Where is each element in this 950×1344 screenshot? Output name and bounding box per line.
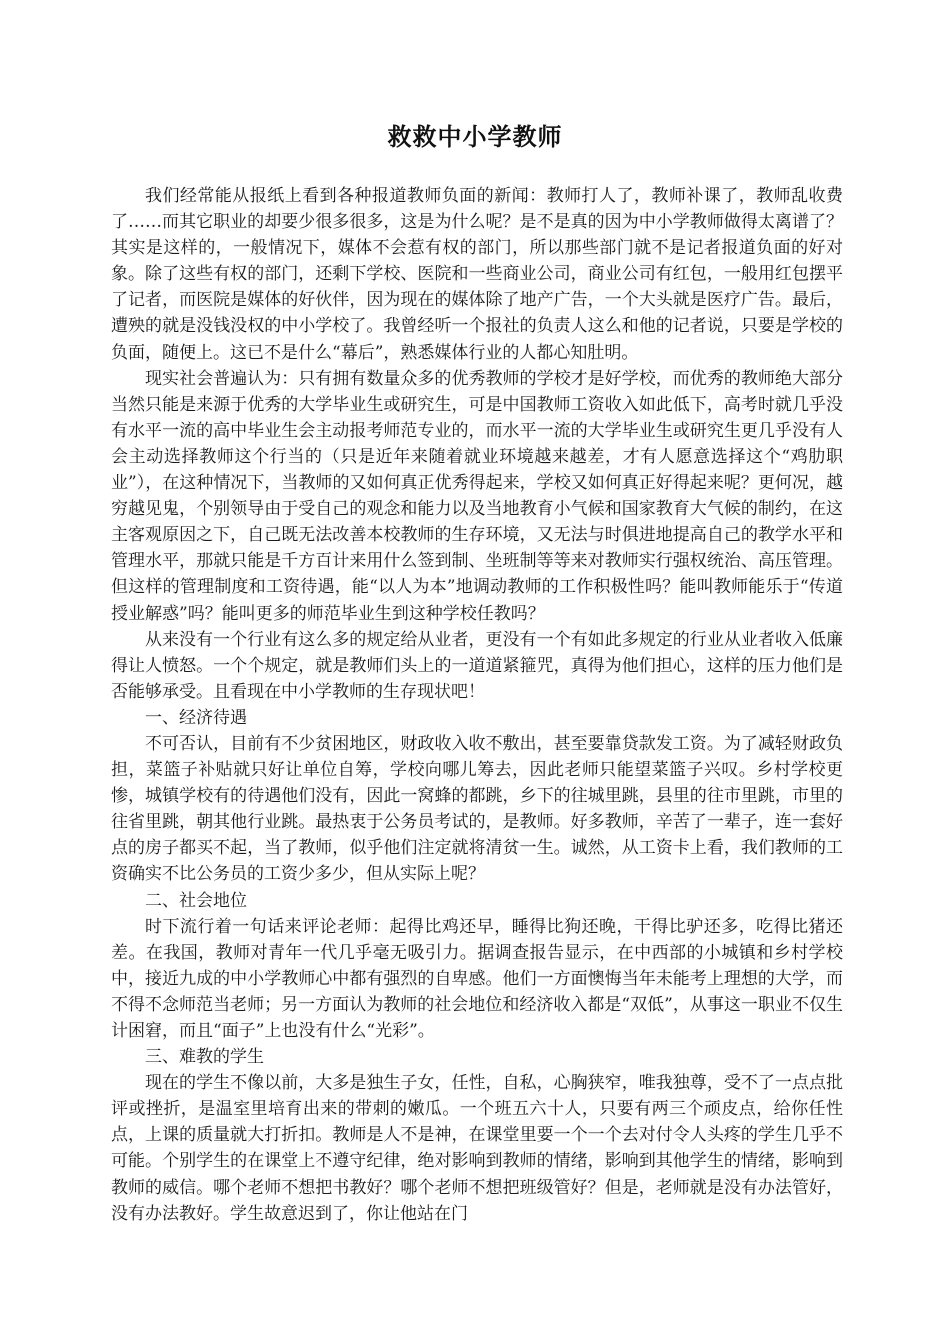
document-body bbox=[111, 183, 843, 1227]
paragraph-economic: 不可否认，目前有不少贫困地区，财政收入收不敷出，甚至要靠贷款发工资。为了减轻财政负担，菜篮子补贴就只好让单位自筹，学校向哪儿筹去，因此老师只能望菜篮子兴叹。乡村学校更惨，城镇学校有的待遇他们没有，因此一窝蜂的都跳，乡下的往城里跳，县里的往市里跳，市里的往省里跳，朝其他行业跳。最热衷于公务员考试的，是教师。好多教师，辛苦了一辈子，连一套好点的房子都买不起，当了教师，似乎他们注定就将清贫一生。诚然，从工资卡上看，我们教师的工资确实不比公务员的工资少多少，但从实际上呢？ bbox=[111, 733, 843, 885]
paragraph-students: 现在的学生不像以前，大多是独生子女，任性，自私，心胸狭窄，唯我独尊，受不了一点点批评或挫折，是温室里培育出来的带刺的嫩瓜。一个班五六十人，只要有两三个顽皮点，给你任性点，上课的质量就大打折扣。教师是人不是神，在课堂里要一个一个去对付令人头疼的学生几乎不可能。个别学生的在课堂上不遵守纪律，绝对影响到教师的情绪，影响到其他学生的情绪，影响到教师的威信。哪个老师不想把书教好？哪个老师不想把班级管好？但是，老师就是没有办法管好，没有办法教好。学生故意迟到了，你让他站在门 bbox=[111, 1073, 843, 1224]
paragraph-teacher-quality: 现实社会普遍认为：只有拥有数量众多的优秀教师的学校才是好学校，而优秀的教师绝大部分当然只能是来源于优秀的大学毕业生或研究生，可是中国教师工资收入如此低下，高考时就几乎没有水平一流的高中毕业生会主动报考师范专业的，而水平一流的大学毕业生或研究生更几乎没有人会主动选择教师这个行当的（只是近年来随着就业环境越来越差，才有人愿意选择这个“鸡肋职业”），在这种情况下，当教师的又如何真正优秀得起来，学校又如何真正好得起来呢？更何况，越穷越见鬼，个别领导由于受自己的观念和能力以及当地教育小气候和国家教育大气候的制约，在这主客观原因之下，自己既无法改善本校教师的生存环境，又无法与时俱进地提高自己的教学水平和管理水平，那就只能是千方百计来用什么签到制、坐班制等等来对教师实行强权统治、高压管理。但这样的管理制度和工资待遇，能“以人为本”地调动教师的工作积极性吗？能叫教师能乐于“传道授业解惑”吗？能叫更多的师范毕业生到这种学校任教吗？ bbox=[111, 368, 843, 624]
paragraph-regulations: 从来没有一个行业有这么多的规定给从业者，更没有一个有如此多规定的行业从业者收入低廉得让人愤怒。一个个规定，就是教师们头上的一道道紧箍咒，真得为他们担心，这样的压力他们是否能够承受。且看现在中小学教师的生存现状吧！ bbox=[111, 629, 843, 702]
paragraph-social-status: 时下流行着一句话来评论老师：起得比鸡还早，睡得比狗还晚，干得比驴还多，吃得比猪还差。在我国，教师对青年一代几乎毫无吸引力。据调查报告显示，在中西部的小城镇和乡村学校中，接近九成的中小学教师心中都有强烈的自卑感。他们一方面懊悔当年未能考上理想的大学，而不得不念师范当老师；另一方面认为教师的社会地位和经济收入都是“双低”，从事这一职业不仅生计困窘，而且“面子”上也没有什么“光彩”。 bbox=[111, 916, 843, 1041]
section-heading-students: 三、难教的学生 bbox=[145, 1047, 264, 1068]
section-heading-economic: 一、经济待遇 bbox=[145, 707, 247, 728]
section-heading-social-status: 二、社会地位 bbox=[145, 890, 247, 911]
document-title: 救救中小学教师 bbox=[387, 123, 563, 151]
paragraph-media-bias: 我们经常能从报纸上看到各种报道教师负面的新闻：教师打人了，教师补课了，教师乱收费了……而其它职业的却要少很多很多，这是为什么呢？是不是真的因为中小学教师做得太离谱了？其实是这样的，一般情况下，媒体不会惹有权的部门，所以那些部门就不是记者报道负面的好对象。除了这些有权的部门，还剩下学校、医院和一些商业公司，商业公司有红包，一般用红包摆平了记者，而医院是媒体的好伙伴，因为现在的媒体除了地产广告，一个大头就是医疗广告。最后，遭殃的就是没钱没权的中小学校了。我曾经听一个报社的负责人这么和他的记者说，只要是学校的负面，随便上。这已不是什么“幕后”，熟悉媒体行业的人都心知肚明。 bbox=[111, 186, 843, 363]
